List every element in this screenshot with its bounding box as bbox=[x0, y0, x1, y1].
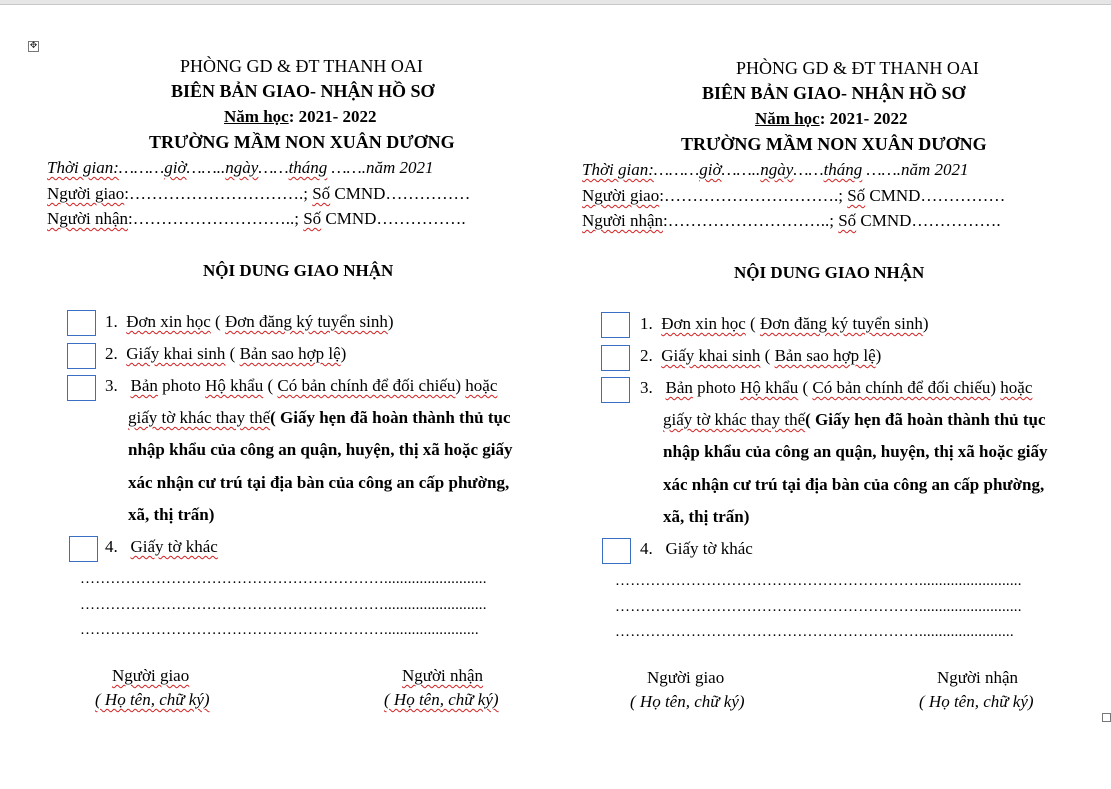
item-3-line-5: xã, thị trấn) bbox=[128, 505, 215, 524]
item-3-line-4: xác nhận cư trú tại địa bàn của công an cấp phường, bbox=[663, 475, 1045, 494]
sign-receiver: Người nhận bbox=[402, 666, 483, 685]
sign-receiver-note: ( Họ tên, chữ ký) bbox=[919, 692, 1034, 711]
sign-giver-note: ( Họ tên, chữ ký) bbox=[95, 690, 210, 709]
receiver-line: Người nhận:………………………..; Số CMND……………. bbox=[47, 209, 466, 228]
item-3-checkbox[interactable] bbox=[67, 375, 96, 401]
item-2-checkbox[interactable] bbox=[601, 345, 630, 371]
school-name: TRƯỜNG MẦM NON XUÂN DƯƠNG bbox=[149, 132, 455, 152]
item-4-checkbox[interactable] bbox=[69, 536, 98, 562]
item-2: 2. Giấy khai sinh ( Bản sao hợp lệ) bbox=[105, 344, 347, 363]
school-year: Năm học: 2021- 2022 bbox=[224, 107, 377, 126]
item-3-checkbox[interactable] bbox=[601, 377, 630, 403]
time-line: Thời gian:………giờ……..ngày……tháng …….năm 2021 bbox=[47, 158, 434, 177]
table-resize-handle-icon[interactable] bbox=[1102, 713, 1111, 722]
time-line: Thời gian:………giờ……..ngày……tháng …….năm 2021 bbox=[582, 160, 969, 179]
item-1: 1. Đơn xin học ( Đơn đăng ký tuyển sinh) bbox=[640, 314, 929, 333]
dot-line-3: ……………………………………………………........................ bbox=[80, 622, 479, 638]
sign-receiver: Người nhận bbox=[937, 668, 1018, 687]
item-2: 2. Giấy khai sinh ( Bản sao hợp lệ) bbox=[640, 346, 882, 365]
item-2-checkbox[interactable] bbox=[67, 343, 96, 369]
item-1: 1. Đơn xin học ( Đơn đăng ký tuyển sinh) bbox=[105, 312, 394, 331]
sign-receiver-note: ( Họ tên, chữ ký) bbox=[384, 690, 499, 709]
giver-line: Người giao:………………………….; Số CMND…………… bbox=[582, 186, 1006, 205]
item-4-checkbox[interactable] bbox=[602, 538, 631, 564]
dot-line-3: ……………………………………………………........................ bbox=[615, 624, 1014, 640]
item-3-line-1: 3. Bản photo Hộ khẩu ( Có bản chính để đối chiếu) hoặc bbox=[105, 376, 498, 395]
item-3-line-5: xã, thị trấn) bbox=[663, 507, 750, 526]
form-right bbox=[535, 0, 1095, 789]
dot-line-1: …………………………………………………….......................... bbox=[80, 571, 487, 587]
item-3-line-3: nhập khẩu của công an quận, huyện, thị xã hoặc giấy bbox=[128, 440, 513, 459]
form-title: BIÊN BẢN GIAO- NHẬN HỒ SƠ bbox=[702, 83, 966, 103]
receiver-line: Người nhận:………………………..; Số CMND……………. bbox=[582, 211, 1001, 230]
sign-giver-note: ( Họ tên, chữ ký) bbox=[630, 692, 745, 711]
section-title: NỘI DUNG GIAO NHẬN bbox=[203, 261, 394, 280]
item-3-line-1: 3. Bản photo Hộ khẩu ( Có bản chính để đối chiếu) hoặc bbox=[640, 378, 1033, 397]
table-move-handle-icon[interactable]: ✥ bbox=[29, 41, 38, 51]
item-4: 4. Giấy tờ khác bbox=[105, 537, 218, 556]
sign-giver: Người giao bbox=[112, 666, 190, 685]
item-3-line-2: giấy tờ khác thay thế( Giấy hẹn đã hoàn thành thủ tục bbox=[663, 410, 1046, 429]
giver-line: Người giao:………………………….; Số CMND…………… bbox=[47, 184, 471, 203]
section-title: NỘI DUNG GIAO NHẬN bbox=[734, 263, 925, 282]
dot-line-2: …………………………………………………….......................... bbox=[80, 597, 487, 613]
school-name: TRƯỜNG MẦM NON XUÂN DƯƠNG bbox=[681, 134, 987, 154]
item-1-checkbox[interactable] bbox=[601, 312, 630, 338]
department-name: PHÒNG GD & ĐT THANH OAI bbox=[180, 56, 423, 76]
item-1-checkbox[interactable] bbox=[67, 310, 96, 336]
dot-line-2: …………………………………………………….......................... bbox=[615, 599, 1022, 615]
dot-line-1: …………………………………………………….......................... bbox=[615, 573, 1022, 589]
sign-giver: Người giao bbox=[647, 668, 725, 687]
item-3-line-3: nhập khẩu của công an quận, huyện, thị xã hoặc giấy bbox=[663, 442, 1048, 461]
school-year: Năm học: 2021- 2022 bbox=[755, 109, 908, 128]
item-3-line-4: xác nhận cư trú tại địa bàn của công an cấp phường, bbox=[128, 473, 510, 492]
item-3-line-2: giấy tờ khác thay thế( Giấy hẹn đã hoàn thành thủ tục bbox=[128, 408, 511, 427]
department-name: PHÒNG GD & ĐT THANH OAI bbox=[736, 58, 979, 78]
form-title: BIÊN BẢN GIAO- NHẬN HỒ SƠ bbox=[171, 81, 435, 101]
item-4: 4. Giấy tờ khác bbox=[640, 539, 753, 558]
